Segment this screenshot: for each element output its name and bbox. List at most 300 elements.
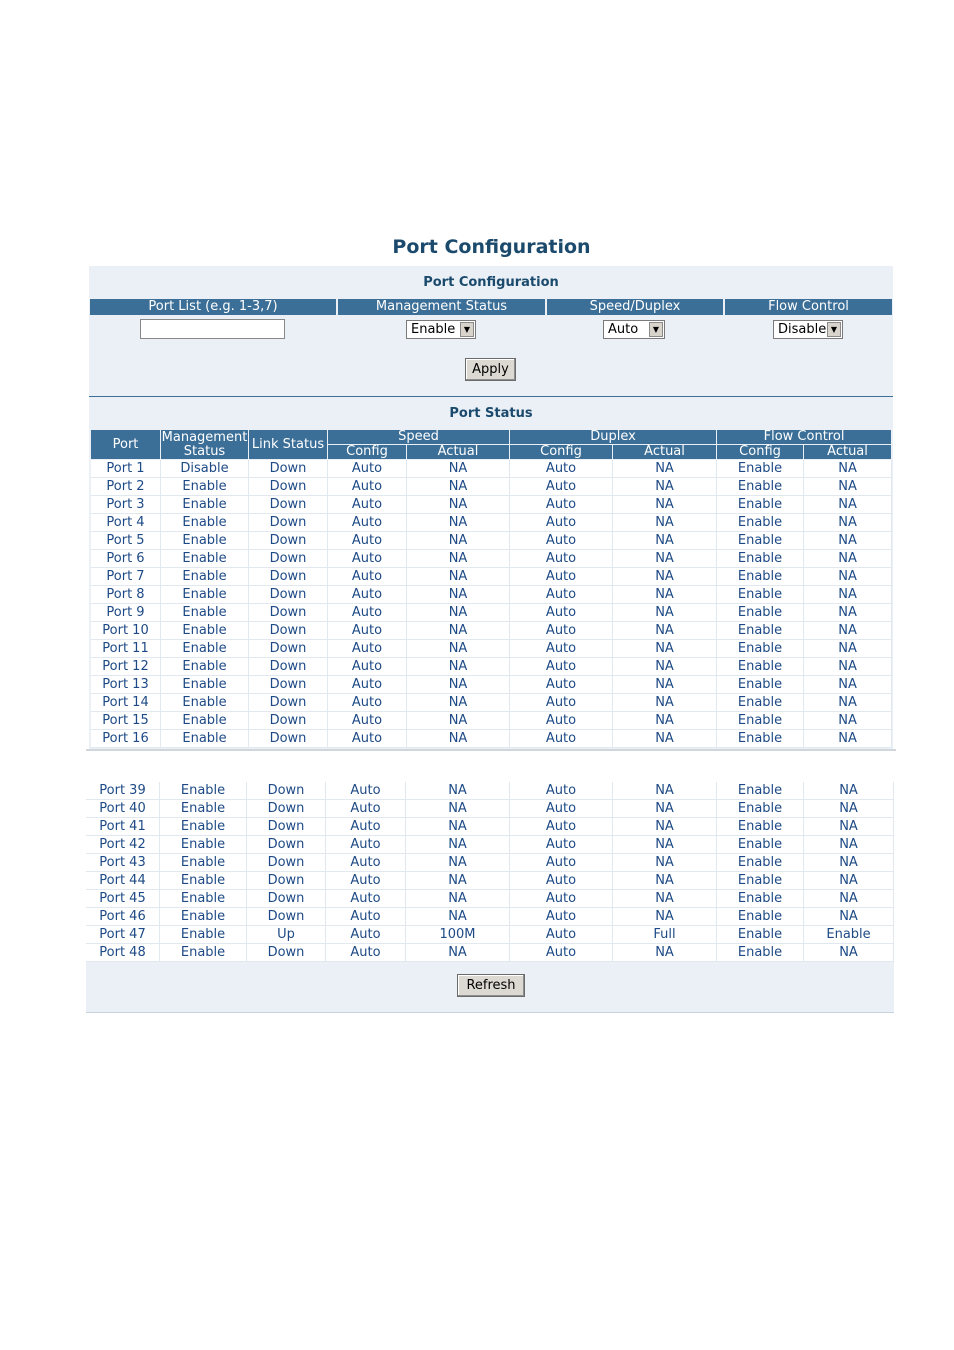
duplex-config-cell: Auto <box>510 800 613 818</box>
flow-actual-cell: Enable <box>804 926 894 944</box>
speed-actual-cell: NA <box>407 496 510 514</box>
duplex-config-cell: Auto <box>510 836 613 854</box>
duplex-config-cell: Auto <box>510 496 613 514</box>
flow-actual-cell: NA <box>804 854 894 872</box>
link-status-cell: Down <box>247 854 326 872</box>
port-cell: Port 42 <box>86 836 160 854</box>
duplex-actual-cell: NA <box>613 532 717 550</box>
flow-config-cell: Enable <box>717 712 804 730</box>
link-status-cell: Down <box>247 908 326 926</box>
link-status-cell: Down <box>247 944 326 962</box>
management-status-cell: Enable <box>161 478 249 496</box>
port-cell: Port 39 <box>86 782 160 800</box>
management-status-cell: Enable <box>161 586 249 604</box>
flow-config-cell: Enable <box>717 782 804 800</box>
flow-control-header: Flow Control <box>725 299 892 315</box>
duplex-config-cell: Auto <box>510 694 613 712</box>
table-row <box>91 712 892 730</box>
port-cell: Port 43 <box>86 854 160 872</box>
speed-actual-cell: NA <box>406 944 510 962</box>
port-status-table-continued <box>86 782 894 962</box>
speed-config-cell: Auto <box>328 676 407 694</box>
table-row <box>91 694 892 712</box>
management-status-cell: Enable <box>161 694 249 712</box>
flow-actual-cell: NA <box>804 478 892 496</box>
port-cell: Port 13 <box>91 676 161 694</box>
speed-config-cell: Auto <box>328 550 407 568</box>
speed-config-cell: Auto <box>328 730 407 748</box>
port-cell: Port 2 <box>91 478 161 496</box>
speed-duplex-value: Auto <box>608 322 639 337</box>
duplex-actual-cell: NA <box>613 640 717 658</box>
port-cell: Port 16 <box>91 730 161 748</box>
duplex-config-cell: Auto <box>510 622 613 640</box>
flow-control-select[interactable] <box>773 320 843 339</box>
table-row <box>86 872 894 890</box>
flow-config-cell: Enable <box>717 496 804 514</box>
port-cell: Port 46 <box>86 908 160 926</box>
port-cell: Port 12 <box>91 658 161 676</box>
speed-config-cell: Auto <box>326 872 406 890</box>
speed-config-cell: Auto <box>326 818 406 836</box>
link-status-cell: Down <box>249 496 328 514</box>
management-status-cell: Enable <box>161 550 249 568</box>
duplex-config-cell: Auto <box>510 782 613 800</box>
speed-actual-cell: NA <box>406 836 510 854</box>
flow-config-cell: Enable <box>717 926 804 944</box>
flow-actual-cell: NA <box>804 514 892 532</box>
speed-actual-cell: NA <box>407 658 510 676</box>
duplex-actual-cell: NA <box>613 604 717 622</box>
link-status-cell: Down <box>247 800 326 818</box>
flow-config-cell: Enable <box>717 640 804 658</box>
duplex-config-cell: Auto <box>510 532 613 550</box>
flow-actual-cell: NA <box>804 818 894 836</box>
speed-config-cell: Auto <box>326 890 406 908</box>
duplex-config-cell: Auto <box>510 818 613 836</box>
table-row <box>86 854 894 872</box>
speed-config-cell: Auto <box>328 496 407 514</box>
flow-actual-cell: NA <box>804 496 892 514</box>
flow-config-cell: Enable <box>717 800 804 818</box>
lower-rows <box>86 782 894 962</box>
speed-config-cell: Auto <box>328 586 407 604</box>
speed-config-header: Config <box>328 445 407 460</box>
speed-config-cell: Auto <box>328 478 407 496</box>
duplex-actual-header: Actual <box>613 445 717 460</box>
flow-config-cell: Enable <box>717 854 804 872</box>
flow-actual-cell: NA <box>804 568 892 586</box>
link-status-cell: Down <box>249 460 328 478</box>
port-cell: Port 45 <box>86 890 160 908</box>
port-cell: Port 10 <box>91 622 161 640</box>
link-status-cell: Down <box>249 604 328 622</box>
flow-config-cell: Enable <box>717 818 804 836</box>
flow-actual-cell: NA <box>804 782 894 800</box>
speed-actual-cell: NA <box>406 800 510 818</box>
link-status-cell: Down <box>249 532 328 550</box>
management-status-cell: Enable <box>161 640 249 658</box>
link-status-cell: Down <box>247 890 326 908</box>
speed-actual-cell: NA <box>407 586 510 604</box>
flow-actual-cell: NA <box>804 640 892 658</box>
table-row <box>91 586 892 604</box>
port-cell: Port 15 <box>91 712 161 730</box>
port-cell: Port 1 <box>91 460 161 478</box>
flow-control-value: Disable <box>778 322 827 337</box>
speed-config-cell: Auto <box>328 460 407 478</box>
speed-config-cell: Auto <box>328 604 407 622</box>
duplex-actual-cell: Full <box>613 926 717 944</box>
flow-config-cell: Enable <box>717 676 804 694</box>
duplex-header: Duplex <box>510 430 717 445</box>
port-cell: Port 47 <box>86 926 160 944</box>
link-status-cell: Down <box>249 586 328 604</box>
management-status-cell: Enable <box>160 782 247 800</box>
management-status-cell: Enable <box>161 604 249 622</box>
table-row <box>86 890 894 908</box>
link-status-cell: Down <box>249 640 328 658</box>
speed-actual-cell: 100M <box>406 926 510 944</box>
management-status-cell: Enable <box>160 872 247 890</box>
management-status-cell: Enable <box>161 676 249 694</box>
management-status-cell: Enable <box>161 568 249 586</box>
speed-actual-cell: NA <box>407 730 510 748</box>
duplex-config-cell: Auto <box>510 712 613 730</box>
port-cell: Port 4 <box>91 514 161 532</box>
duplex-actual-cell: NA <box>613 782 717 800</box>
flow-actual-cell: NA <box>804 676 892 694</box>
duplex-actual-cell: NA <box>613 890 717 908</box>
table-row <box>91 478 892 496</box>
management-status-column-header: Management Status <box>161 429 248 459</box>
port-cell: Port 44 <box>86 872 160 890</box>
link-status-cell: Down <box>247 872 326 890</box>
table-row <box>91 496 892 514</box>
speed-actual-cell: NA <box>407 532 510 550</box>
management-status-cell: Enable <box>160 908 247 926</box>
chevron-down-icon[interactable]: ▼ <box>649 322 663 337</box>
speed-actual-cell: NA <box>407 712 510 730</box>
management-status-cell: Disable <box>161 460 249 478</box>
management-status-cell: Enable <box>160 854 247 872</box>
link-status-cell: Up <box>247 926 326 944</box>
flow-config-cell: Enable <box>717 658 804 676</box>
flow-actual-cell: NA <box>804 694 892 712</box>
duplex-actual-cell: NA <box>613 818 717 836</box>
link-status-cell: Down <box>249 478 328 496</box>
table-row <box>86 926 894 944</box>
flow-actual-cell: NA <box>804 872 894 890</box>
table-row <box>91 730 892 748</box>
flow-config-cell: Enable <box>717 568 804 586</box>
table-row <box>86 836 894 854</box>
duplex-config-cell: Auto <box>510 478 613 496</box>
port-list-input[interactable] <box>140 319 285 339</box>
table-row <box>86 800 894 818</box>
flow-config-cell: Enable <box>717 532 804 550</box>
duplex-actual-cell: NA <box>613 694 717 712</box>
management-status-cell: Enable <box>161 496 249 514</box>
table-row <box>91 550 892 568</box>
speed-config-cell: Auto <box>326 782 406 800</box>
speed-actual-cell: NA <box>407 640 510 658</box>
speed-config-cell: Auto <box>326 944 406 962</box>
duplex-actual-cell: NA <box>613 872 717 890</box>
table-row <box>91 532 892 550</box>
duplex-config-cell: Auto <box>510 676 613 694</box>
flow-control-column-header: Flow Control <box>717 430 892 445</box>
port-cell: Port 40 <box>86 800 160 818</box>
management-status-cell: Enable <box>161 658 249 676</box>
management-status-cell: Enable <box>160 890 247 908</box>
page-break-divider <box>86 749 896 751</box>
table-row <box>91 460 892 478</box>
refresh-button[interactable]: Refresh <box>457 974 525 997</box>
management-status-cell: Enable <box>160 944 247 962</box>
link-status-cell: Down <box>249 514 328 532</box>
speed-actual-cell: NA <box>407 514 510 532</box>
duplex-config-cell: Auto <box>510 944 613 962</box>
port-cell: Port 8 <box>91 586 161 604</box>
management-status-header: Management Status <box>338 299 547 315</box>
duplex-actual-cell: NA <box>613 550 717 568</box>
speed-config-cell: Auto <box>326 800 406 818</box>
duplex-actual-cell: NA <box>613 676 717 694</box>
duplex-actual-cell: NA <box>613 800 717 818</box>
flow-actual-header: Actual <box>804 445 892 460</box>
duplex-actual-cell: NA <box>613 460 717 478</box>
speed-actual-cell: NA <box>406 854 510 872</box>
flow-actual-cell: NA <box>804 658 892 676</box>
speed-config-cell: Auto <box>328 622 407 640</box>
speed-duplex-header: Speed/Duplex <box>547 299 725 315</box>
link-status-header: Link Status <box>249 430 328 460</box>
management-status-cell: Enable <box>161 712 249 730</box>
duplex-config-cell: Auto <box>510 908 613 926</box>
table-row <box>91 622 892 640</box>
management-status-cell: Enable <box>160 800 247 818</box>
flow-actual-cell: NA <box>804 944 894 962</box>
flow-config-cell: Enable <box>717 550 804 568</box>
duplex-actual-cell: NA <box>613 658 717 676</box>
flow-actual-cell: NA <box>804 550 892 568</box>
port-cell: Port 11 <box>91 640 161 658</box>
flow-config-cell: Enable <box>717 836 804 854</box>
speed-config-cell: Auto <box>328 658 407 676</box>
duplex-actual-cell: NA <box>613 854 717 872</box>
speed-config-cell: Auto <box>328 694 407 712</box>
flow-config-cell: Enable <box>717 944 804 962</box>
management-status-cell: Enable <box>161 532 249 550</box>
flow-actual-cell: NA <box>804 532 892 550</box>
speed-actual-cell: NA <box>407 478 510 496</box>
duplex-config-cell: Auto <box>510 730 613 748</box>
port-cell: Port 6 <box>91 550 161 568</box>
flow-actual-cell: NA <box>804 890 894 908</box>
duplex-actual-cell: NA <box>613 836 717 854</box>
upper-rows <box>91 460 892 748</box>
table-row <box>86 782 894 800</box>
link-status-cell: Down <box>249 658 328 676</box>
flow-actual-cell: NA <box>804 604 892 622</box>
duplex-config-cell: Auto <box>510 604 613 622</box>
flow-actual-cell: NA <box>804 836 894 854</box>
port-cell: Port 5 <box>91 532 161 550</box>
duplex-actual-cell: NA <box>613 478 717 496</box>
flow-actual-cell: NA <box>804 908 894 926</box>
link-status-cell: Down <box>249 694 328 712</box>
speed-actual-header: Actual <box>407 445 510 460</box>
flow-config-cell: Enable <box>717 622 804 640</box>
duplex-config-cell: Auto <box>510 890 613 908</box>
port-cell: Port 9 <box>91 604 161 622</box>
table-row <box>86 818 894 836</box>
link-status-cell: Down <box>249 730 328 748</box>
flow-actual-cell: NA <box>804 800 894 818</box>
link-status-cell: Down <box>249 550 328 568</box>
duplex-actual-cell: NA <box>613 730 717 748</box>
speed-actual-cell: NA <box>406 908 510 926</box>
port-config-panel <box>89 266 893 397</box>
apply-button[interactable]: Apply <box>465 358 516 381</box>
duplex-config-cell: Auto <box>510 460 613 478</box>
speed-actual-cell: NA <box>407 676 510 694</box>
duplex-actual-cell: NA <box>613 712 717 730</box>
duplex-config-cell: Auto <box>510 550 613 568</box>
speed-actual-cell: NA <box>406 782 510 800</box>
port-header: Port <box>91 430 161 460</box>
link-status-cell: Down <box>247 782 326 800</box>
link-status-cell: Down <box>247 818 326 836</box>
flow-actual-cell: NA <box>804 586 892 604</box>
port-status-continued-panel <box>86 782 894 1013</box>
flow-config-cell: Enable <box>717 730 804 748</box>
duplex-actual-cell: NA <box>613 568 717 586</box>
port-status-section-title: Port Status <box>449 406 533 421</box>
speed-config-cell: Auto <box>328 712 407 730</box>
table-row <box>91 640 892 658</box>
speed-actual-cell: NA <box>407 622 510 640</box>
duplex-actual-cell: NA <box>613 514 717 532</box>
speed-actual-cell: NA <box>407 550 510 568</box>
speed-config-cell: Auto <box>326 854 406 872</box>
table-row <box>91 568 892 586</box>
speed-config-cell: Auto <box>328 532 407 550</box>
management-status-select[interactable] <box>406 320 476 339</box>
flow-actual-cell: NA <box>804 622 892 640</box>
management-status-cell: Enable <box>161 730 249 748</box>
chevron-down-icon[interactable]: ▼ <box>460 322 474 337</box>
speed-actual-cell: NA <box>407 694 510 712</box>
flow-actual-cell: NA <box>804 712 892 730</box>
flow-actual-cell: NA <box>804 460 892 478</box>
flow-config-cell: Enable <box>717 890 804 908</box>
flow-config-cell: Enable <box>717 694 804 712</box>
link-status-cell: Down <box>247 836 326 854</box>
duplex-actual-cell: NA <box>613 944 717 962</box>
port-cell: Port 41 <box>86 818 160 836</box>
chevron-down-icon[interactable]: ▼ <box>827 322 841 337</box>
duplex-actual-cell: NA <box>613 586 717 604</box>
flow-config-header: Config <box>717 445 804 460</box>
duplex-config-cell: Auto <box>510 854 613 872</box>
flow-config-cell: Enable <box>717 604 804 622</box>
port-status-table <box>91 430 892 748</box>
table-row <box>91 514 892 532</box>
flow-config-cell: Enable <box>717 478 804 496</box>
duplex-config-cell: Auto <box>510 872 613 890</box>
speed-config-cell: Auto <box>326 926 406 944</box>
flow-actual-cell: NA <box>804 730 892 748</box>
duplex-config-cell: Auto <box>510 658 613 676</box>
speed-actual-cell: NA <box>407 604 510 622</box>
duplex-actual-cell: NA <box>613 496 717 514</box>
speed-config-cell: Auto <box>328 568 407 586</box>
table-row <box>86 908 894 926</box>
speed-actual-cell: NA <box>406 818 510 836</box>
speed-config-cell: Auto <box>328 514 407 532</box>
duplex-config-cell: Auto <box>510 586 613 604</box>
speed-actual-cell: NA <box>407 460 510 478</box>
duplex-actual-cell: NA <box>613 908 717 926</box>
speed-config-cell: Auto <box>328 640 407 658</box>
management-status-cell: Enable <box>160 818 247 836</box>
flow-config-cell: Enable <box>717 908 804 926</box>
link-status-cell: Down <box>249 568 328 586</box>
port-cell: Port 48 <box>86 944 160 962</box>
duplex-config-cell: Auto <box>510 514 613 532</box>
port-cell: Port 7 <box>91 568 161 586</box>
port-cell: Port 3 <box>91 496 161 514</box>
management-status-cell: Enable <box>161 514 249 532</box>
port-cell: Port 14 <box>91 694 161 712</box>
management-status-cell: Enable <box>161 622 249 640</box>
duplex-actual-cell: NA <box>613 622 717 640</box>
management-status-cell: Enable <box>160 926 247 944</box>
speed-duplex-select[interactable] <box>603 320 665 339</box>
config-header-row <box>90 299 892 315</box>
management-status-cell: Enable <box>160 836 247 854</box>
flow-config-cell: Enable <box>717 514 804 532</box>
page-title: Port Configuration <box>392 236 591 258</box>
speed-header: Speed <box>328 430 510 445</box>
duplex-config-header: Config <box>510 445 613 460</box>
duplex-config-cell: Auto <box>510 568 613 586</box>
flow-config-cell: Enable <box>717 872 804 890</box>
duplex-config-cell: Auto <box>510 926 613 944</box>
flow-config-cell: Enable <box>717 460 804 478</box>
port-status-panel <box>89 397 893 749</box>
table-row <box>91 604 892 622</box>
table-row <box>91 658 892 676</box>
table-row <box>86 944 894 962</box>
port-list-header: Port List (e.g. 1-3,7) <box>90 299 338 315</box>
duplex-config-cell: Auto <box>510 640 613 658</box>
speed-config-cell: Auto <box>326 836 406 854</box>
speed-config-cell: Auto <box>326 908 406 926</box>
link-status-cell: Down <box>249 712 328 730</box>
table-row <box>91 676 892 694</box>
speed-actual-cell: NA <box>407 568 510 586</box>
management-status-value: Enable <box>411 322 456 337</box>
flow-config-cell: Enable <box>717 586 804 604</box>
link-status-cell: Down <box>249 676 328 694</box>
speed-actual-cell: NA <box>406 890 510 908</box>
speed-actual-cell: NA <box>406 872 510 890</box>
port-config-section-title: Port Configuration <box>423 275 559 290</box>
link-status-cell: Down <box>249 622 328 640</box>
